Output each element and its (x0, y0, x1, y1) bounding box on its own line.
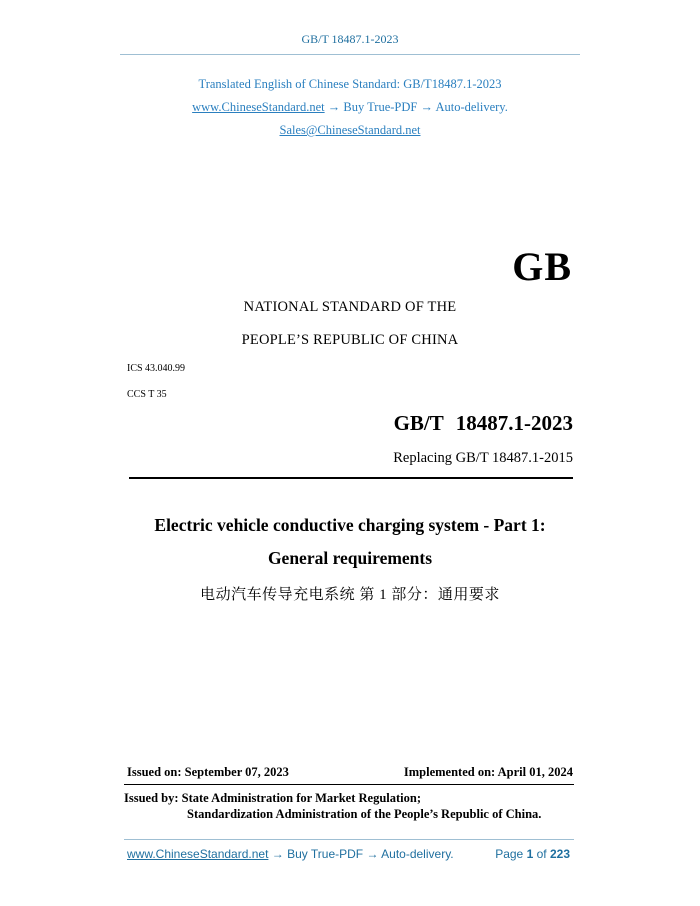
ics-code: ICS 43.040.99 (127, 363, 186, 374)
ccs-code: CCS T 35 (127, 389, 167, 400)
arrow-right-icon: → (327, 100, 341, 114)
title-divider (129, 477, 573, 479)
arrow-right-icon: → (420, 100, 433, 114)
arrow-right-icon: → (366, 847, 379, 861)
document-title-line1: Electric vehicle conductive charging system - Part 1: (154, 515, 546, 535)
purchase-line (0, 100, 700, 115)
replacing-standard: Replacing GB/T 18487.1-2015 (393, 450, 573, 466)
page-current: 1 (526, 847, 534, 861)
footer-buy-text: Buy True-PDF (287, 847, 364, 861)
footer-delivery-text: Auto-delivery. (381, 847, 454, 861)
footer-site-link[interactable]: www.ChineseStandard.net (127, 847, 269, 861)
standard-code: 18487.1-2023 (455, 411, 573, 435)
standard-number (394, 411, 573, 436)
page-total: 223 (549, 847, 570, 861)
footer-purchase-line (127, 847, 454, 861)
document-title-chinese: 电动汽车传导充电系统 第 1 部分：通用要求 (200, 587, 500, 603)
page-label: Page (495, 847, 524, 861)
site-link[interactable]: www.ChineseStandard.net (192, 100, 325, 114)
gb-logo: GB (512, 244, 572, 289)
running-header-title: GB/T 18487.1-2023 (301, 32, 399, 46)
footer-divider (124, 839, 574, 840)
auto-delivery-text: Auto-delivery. (435, 100, 508, 114)
issued-on-date: Issued on: September 07, 2023 (127, 765, 289, 779)
email-line (0, 123, 700, 138)
standard-prefix: GB/T (393, 411, 444, 435)
sales-email-link[interactable]: Sales@ChineseStandard.net (279, 123, 421, 137)
buy-true-pdf-text: Buy True-PDF (343, 100, 418, 114)
translation-notice: Translated English of Chinese Standard: GB/T18487.1-2023 (198, 77, 502, 91)
page-of-label: of (536, 847, 547, 861)
arrow-right-icon: → (271, 847, 284, 861)
national-standard-line1: NATIONAL STANDARD OF THE (243, 299, 457, 315)
page-indicator (495, 847, 570, 861)
document-title-line2: General requirements (267, 548, 433, 568)
national-standard-line2: PEOPLE’S REPUBLIC OF CHINA (241, 332, 459, 348)
issued-by-line2: Standardization Administration of the People’s Republic of China. (187, 807, 542, 821)
dates-divider (124, 784, 574, 785)
header-divider (120, 54, 580, 55)
issued-by-line1: Issued by: State Administration for Market Regulation; (124, 791, 421, 805)
implemented-on-date: Implemented on: April 01, 2024 (403, 765, 573, 779)
